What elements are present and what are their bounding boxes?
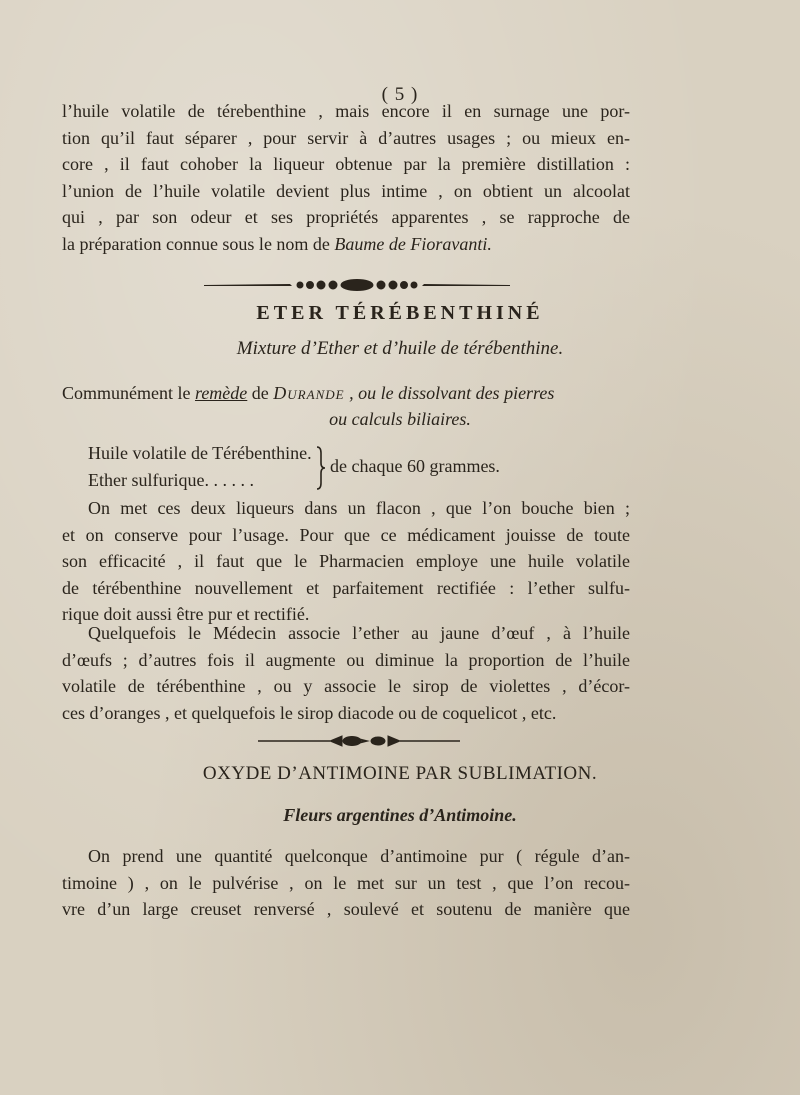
section-subtitle-2: Fleurs argentines d’Antimoine.: [283, 805, 517, 825]
intro-line: Communément le remède de Durande , ou le dissolvant des pierres: [62, 383, 555, 403]
section-subtitle-1: Mixture d’Ether et d’huile de térébenthine.: [236, 338, 564, 359]
brace-icon: [314, 445, 328, 491]
text-line: volatile de térébenthine , ou y associe le sirop de violettes , d’écor-: [62, 676, 630, 696]
paragraph-3: [62, 620, 630, 726]
intro-line-2: ou calculs biliaires.: [329, 409, 471, 429]
baume-title: Baume de Fioravanti.: [334, 233, 492, 254]
text-line: core , il faut cohober la liqueur obtenue par la première distillation :: [62, 154, 630, 174]
ornament-divider-1: [0, 277, 800, 291]
text-line: Quelquefois le Médecin associe l’ether au jaune d’œuf , à l’huile: [88, 623, 630, 643]
text-line: qui , par son odeur et ses propriétés apparentes , se rapproche de: [62, 207, 630, 227]
text-line: son efficacité , il faut que le Pharmacien employe une huile volatile: [62, 551, 630, 571]
ingredient-1: Huile volatile de Térébenthine.: [88, 443, 312, 463]
text-line: d’œufs ; d’autres fois il augmente ou diminue la proportion de l’huile: [62, 649, 630, 670]
page-number: ( 5 ): [381, 84, 419, 105]
text-line: vre d’un large creuset renversé , soulevé et soutenu de manière que: [62, 899, 630, 919]
section-title-2: OXYDE D’ANTIMOINE PAR SUBLIMATION.: [202, 763, 598, 784]
text-line: la préparation connue sous le nom de Baume de Fioravanti.: [62, 233, 492, 254]
section-title-1: ETER TÉRÉBENTHINÉ: [256, 302, 544, 324]
text-line: On met ces deux liqueurs dans un flacon , que l’on bouche bien ;: [88, 498, 630, 518]
text-line: et on conserve pour l’usage. Pour que ce médicament jouisse de toute: [62, 524, 630, 545]
ingredient-2: Ether sulfurique. . . . . .: [88, 470, 254, 490]
text-line: timoine ) , on le pulvérise , on le met sur un test , que l’on recou-: [62, 872, 630, 893]
text-line: ces d’oranges , et quelquefois le sirop diacode ou de coquelicot , etc.: [62, 702, 557, 723]
text-line: de térébenthine nouvellement et parfaitement rectifiée : l’ether sulfu-: [62, 577, 630, 598]
text-line: On prend une quantité quelconque d’antimoine pur ( régule d’an-: [88, 846, 630, 866]
text-line: rique doit aussi être pur et rectifié.: [62, 604, 310, 624]
paragraph-2: [62, 495, 630, 628]
text-line: tion qu’il faut séparer , pour servir à d’autres usages ; ou mieux en-: [62, 127, 630, 148]
paragraph-1: [62, 98, 630, 257]
text-line: l’union de l’huile volatile devient plus intime , on obtient un alcoolat: [62, 180, 630, 201]
paragraph-4: [62, 843, 630, 923]
dose: de chaque 60 grammes.: [330, 456, 500, 476]
ornament-divider-2: [0, 734, 800, 748]
text-line: l’huile volatile de térebenthine , mais encore il en surnage une por-: [62, 101, 630, 121]
